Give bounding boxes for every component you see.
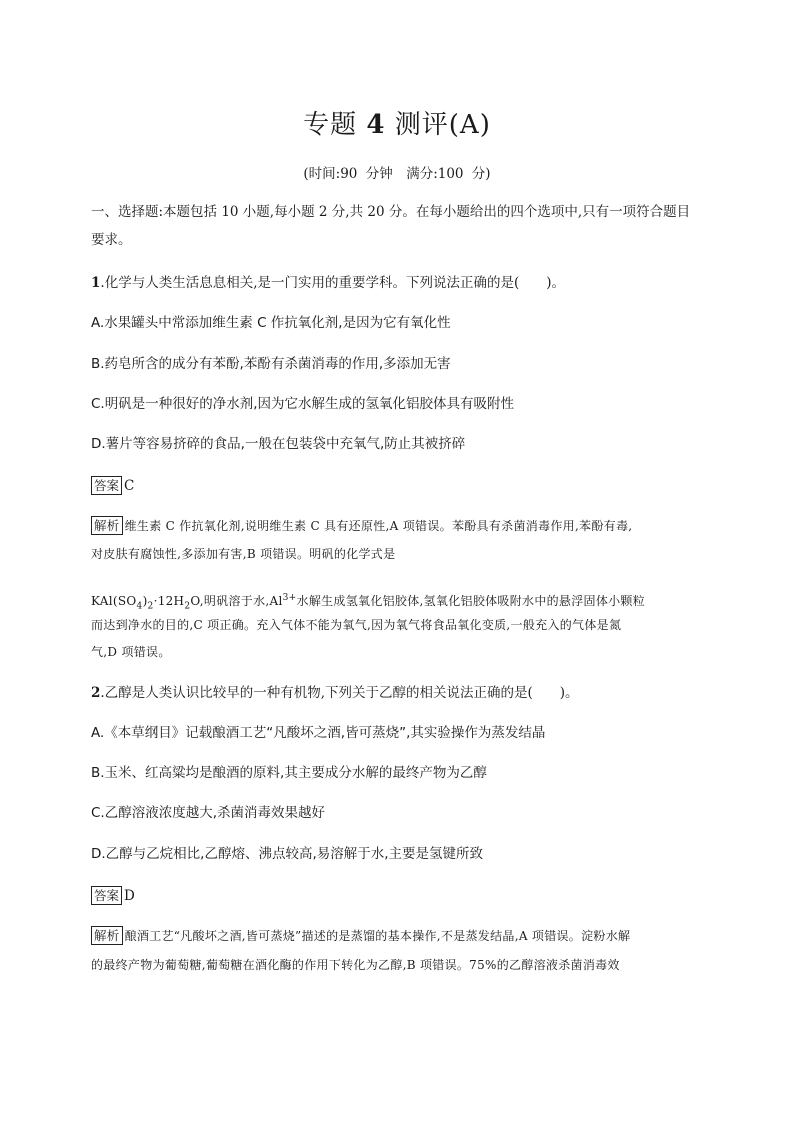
question-1-text: .化学与人类生活息息相关,是一门实用的重要学科。下列说法正确的是( )。	[100, 275, 566, 291]
question-2-number: 2	[91, 685, 101, 701]
question-1-analysis-line2: 对皮肤有腐蚀性,多添加有害,B 项错误。明矾的化学式是	[91, 547, 396, 561]
analysis-label: 解析	[91, 926, 123, 945]
question-2-option-c: C.乙醇溶液浓度越大,杀菌消毒效果越好	[91, 805, 326, 821]
section-instruction-line1: 一、选择题:本题包括 10 小题,每小题 2 分,共 20 分。在每小题给出的四个选项中,只有一项符合题目	[91, 204, 691, 220]
question-2-stem	[91, 683, 706, 703]
question-2-option-b: B.玉米、红高粱均是酿酒的原料,其主要成分水解的最终产物为乙醇	[91, 765, 487, 781]
question-2-option-d: D.乙醇与乙烷相比,乙醇熔、沸点较高,易溶解于水,主要是氢键所致	[91, 846, 484, 862]
answer-label: 答案	[91, 886, 122, 905]
question-1-option-d: D.薯片等容易挤碎的食品,一般在包装袋中充氧气,防止其被挤碎	[91, 436, 466, 452]
title-suffix: 测评(A)	[394, 110, 491, 140]
question-2-analysis-line2: 的最终产物为葡萄糖,葡萄糖在酒化酶的作用下转化为乙醇,B 项错误。75%的乙醇溶液杀菌消毒效	[91, 958, 620, 972]
title-number: 4	[366, 110, 386, 140]
ion-charge: 3+	[282, 593, 297, 603]
answer-value: C	[124, 478, 135, 494]
question-1-stem	[91, 273, 706, 293]
exam-info: (时间:90 分钟 满分:100 分)	[303, 166, 491, 182]
question-2-text: .乙醇是人类认识比较早的一种有机物,下列关于乙醇的相关说法正确的是( )。	[100, 685, 579, 701]
page-title	[0, 104, 794, 141]
question-1-option-c: C.明矾是一种很好的净水剂,因为它水解生成的氢氧化铝胶体具有吸附性	[91, 396, 515, 412]
formula-part: )	[142, 594, 148, 608]
formula-subscript: 2	[147, 601, 154, 612]
question-1-analysis-line1	[91, 516, 706, 536]
question-1-analysis-line5: 气,D 项错误。	[91, 645, 171, 659]
question-1-option-a: A.水果罐头中常添加维生素 C 作抗氧化剂,是因为它有氧化性	[91, 315, 451, 331]
chemical-formula	[91, 594, 200, 612]
question-1-analysis-line3	[91, 588, 706, 616]
formula-part: O	[190, 594, 200, 608]
question-1-answer	[91, 476, 706, 496]
answer-value: D	[124, 888, 135, 904]
formula-part: ·12H	[153, 594, 185, 608]
formula-part: KAl(SO	[91, 594, 137, 608]
analysis-text: 水解生成氢氧化铝胶体,氢氧化铝胶体吸附水中的悬浮固体小颗粒	[296, 594, 646, 608]
question-1-analysis-line4: 而达到净水的目的,C 项正确。充入气体不能为氧气,因为氧气将食品氧化变质,一般充入的气体是氮	[91, 618, 622, 632]
title-prefix: 专题	[303, 110, 358, 140]
analysis-text: ,明矾溶于水,Al	[199, 594, 283, 608]
question-1-number: 1	[91, 275, 101, 291]
analysis-label: 解析	[91, 516, 123, 535]
question-1-option-b: B.药皂所含的成分有苯酚,苯酚有杀菌消毒的作用,多添加无害	[91, 356, 451, 372]
question-2-analysis-line1	[91, 926, 706, 946]
question-2-answer	[91, 886, 706, 906]
analysis-text: 酿酒工艺“凡酸坏之酒,皆可蒸烧”描述的是蒸馏的基本操作,不是蒸发结晶,A 项错误。淀粉水解	[124, 929, 631, 943]
formula-subscript: 2	[184, 601, 191, 612]
section-instruction-line2: 要求。	[91, 232, 132, 248]
formula-subscript: 4	[136, 601, 143, 612]
analysis-text: 维生素 C 作抗氧化剂,说明维生素 C 具有还原性,A 项错误。苯酚具有杀菌消毒作用,苯酚有毒,	[124, 519, 633, 533]
question-2-option-a: A.《本草纲目》记载酿酒工艺“凡酸坏之酒,皆可蒸烧”,其实验操作为蒸发结晶	[91, 725, 546, 741]
answer-label: 答案	[91, 476, 122, 495]
